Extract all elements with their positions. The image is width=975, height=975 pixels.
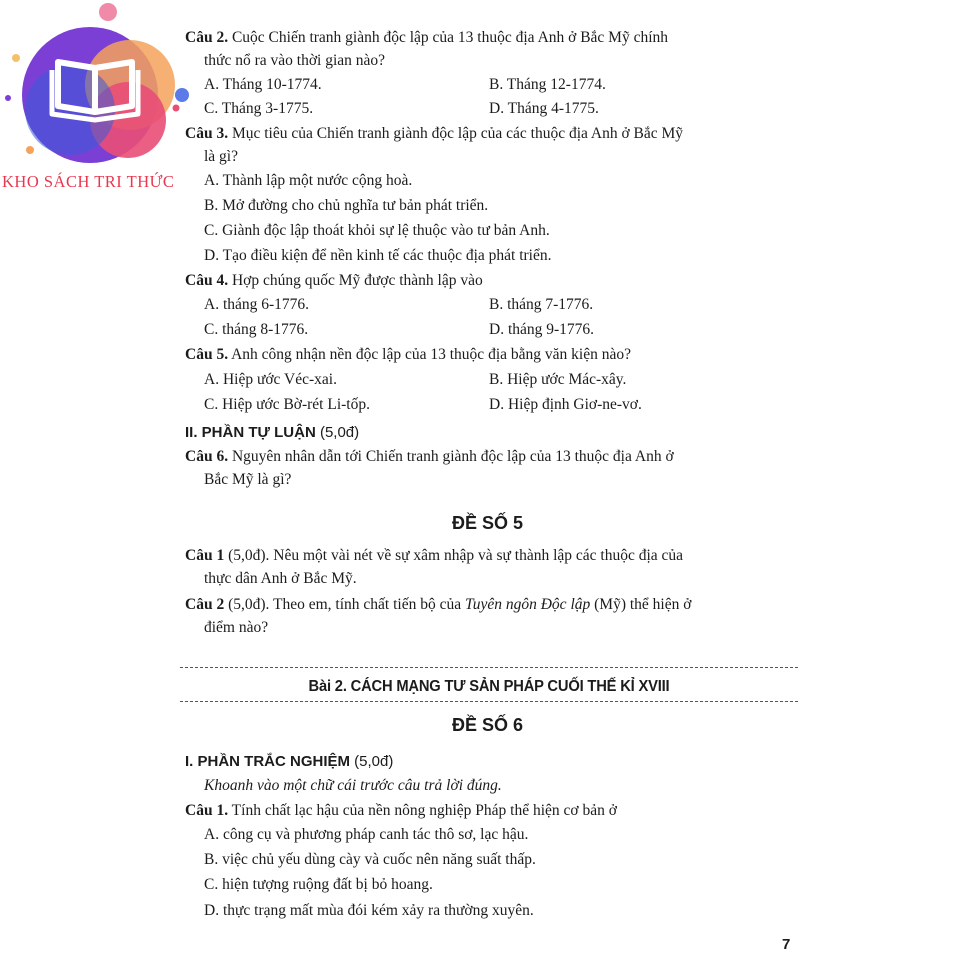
answer-option-d: D. Tháng 4-1775. <box>489 100 599 117</box>
question-3-line-1 <box>185 124 683 144</box>
question-2-line-1 <box>185 28 668 48</box>
question-number: Câu 3. <box>185 125 229 142</box>
question-text: (5,0đ). Theo em, tính chất tiến bộ của <box>224 596 465 613</box>
answer-option-a: A. tháng 6-1776. <box>204 296 310 313</box>
document-title-italic: Tuyên ngôn Độc lập <box>464 596 591 613</box>
question-number: Câu 1 <box>185 547 225 564</box>
question-number: Câu 5. <box>185 346 229 363</box>
answer-option-a: A. Thành lập một nước cộng hoà. <box>204 172 413 189</box>
answer-option-c: C. hiện tượng ruộng đất bị bỏ hoang. <box>204 876 433 893</box>
answer-option-c: C. Tháng 3-1775. <box>204 100 314 117</box>
question-6-line-1 <box>185 447 674 467</box>
answer-option-d: D. Tạo điều kiện để nền kinh tế các thuộc địa phát triển. <box>204 247 552 264</box>
question-text: Nguyên nhân dẫn tới Chiến tranh giành độc lập của 13 thuộc địa Anh ở <box>228 448 674 465</box>
open-book-icon <box>0 0 215 200</box>
question-text: (5,0đ). Nêu một vài nét về sự xâm nhập và sự thành lập các thuộc địa của <box>224 547 684 564</box>
answer-option-b: B. Mở đường cho chủ nghĩa tư bản phát triển. <box>204 197 489 214</box>
lesson-title: Bài 2. CÁCH MẠNG TƯ SẢN PHÁP CUỐI THẾ KỈ XVIII <box>308 678 670 695</box>
question-number: Câu 2 <box>185 596 225 613</box>
answer-option-b: B. việc chủ yếu dùng cày và cuốc nên năng suất thấp. <box>204 851 536 868</box>
question-6-line-2: Bắc Mỹ là gì? <box>204 471 292 488</box>
section-heading-essay <box>185 423 359 443</box>
answer-option-d: D. tháng 9-1776. <box>489 321 595 338</box>
exam-title-5: ĐỀ SỐ 5 <box>451 513 524 533</box>
question-text: Mục tiêu của Chiến tranh giành độc lập của các thuộc địa Anh ở Bắc Mỹ <box>228 125 684 142</box>
section-heading-multiple-choice <box>185 752 393 772</box>
answer-option-c: C. Giành độc lập thoát khỏi sự lệ thuộc vào tư bản Anh. <box>204 222 550 239</box>
exam5-question-1-line-2: thực dân Anh ở Bắc Mỹ. <box>204 570 357 587</box>
question-4-line-1 <box>185 271 483 291</box>
question-number: Câu 4. <box>185 272 229 289</box>
page-number: 7 <box>782 936 791 953</box>
answer-option-a: A. Hiệp ước Véc-xai. <box>204 371 337 388</box>
question-3-line-2: là gì? <box>204 148 238 165</box>
section-score: (5,0đ) <box>315 424 360 441</box>
question-text: Cuộc Chiến tranh giành độc lập của 13 thuộc địa Anh ở Bắc Mỹ chính <box>228 29 669 46</box>
answer-option-a: A. công cụ và phương pháp canh tác thô sơ, lạc hậu. <box>204 826 529 843</box>
divider-top <box>180 667 798 668</box>
question-5-line-1 <box>185 345 631 365</box>
exam5-question-1-line-1 <box>185 546 683 566</box>
question-text: Hợp chúng quốc Mỹ được thành lập vào <box>228 272 483 289</box>
answer-option-d: D. thực trạng mất mùa đói kém xảy ra thường xuyên. <box>204 902 534 919</box>
answer-option-b: B. tháng 7-1776. <box>489 296 594 313</box>
logo-text: KHO SÁCH TRI THỨC <box>2 172 175 191</box>
question-number: Câu 1. <box>185 802 229 819</box>
publisher-logo <box>0 0 215 200</box>
exam5-question-2-line-2: điểm nào? <box>204 619 269 636</box>
question-text-tail: (Mỹ) thể hiện ở <box>590 596 692 613</box>
exam5-question-2-line-1 <box>185 595 691 615</box>
answer-option-c: C. Hiệp ước Bờ-rét Li-tốp. <box>204 396 370 413</box>
answer-option-b: B. Hiệp ước Mác-xây. <box>489 371 627 388</box>
question-number: Câu 2. <box>185 29 229 46</box>
answer-option-a: A. Tháng 10-1774. <box>204 76 322 93</box>
section-label: I. PHẦN TRẮC NGHIỆM <box>185 753 350 770</box>
exam-title-6: ĐỀ SỐ 6 <box>451 715 524 735</box>
section-label: II. PHẦN TỰ LUẬN <box>185 424 316 441</box>
answer-option-c: C. tháng 8-1776. <box>204 321 309 338</box>
divider-bottom <box>180 701 798 702</box>
question-text: Tính chất lạc hậu của nền nông nghiệp Pháp thể hiện cơ bản ở <box>228 802 617 819</box>
instruction-text: Khoanh vào một chữ cái trước câu trả lời đúng. <box>204 777 502 794</box>
question-number: Câu 6. <box>185 448 229 465</box>
answer-option-d: D. Hiệp định Giơ-ne-vơ. <box>489 396 642 413</box>
answer-option-b: B. Tháng 12-1774. <box>489 76 606 93</box>
question-2-line-2: thức nổ ra vào thời gian nào? <box>204 52 386 69</box>
exam6-question-1 <box>185 801 617 821</box>
question-text: Anh công nhận nền độc lập của 13 thuộc địa bằng văn kiện nào? <box>228 346 631 363</box>
section-score: (5,0đ) <box>350 753 394 770</box>
